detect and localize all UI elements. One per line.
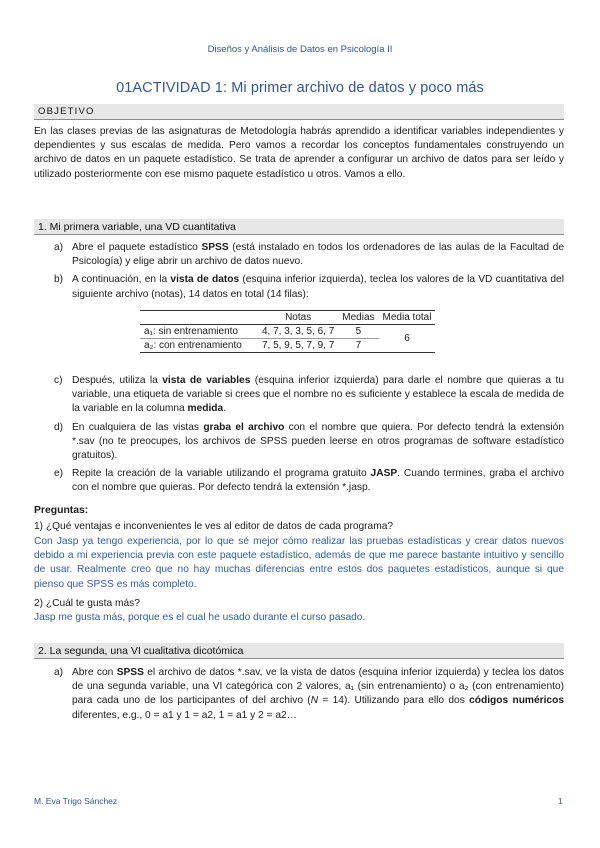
running-header: Diseños y Análisis de Datos en Psicología II bbox=[207, 44, 393, 55]
footer-author: M. Eva Trigo Sánchez bbox=[34, 796, 118, 806]
table-header-notas: Notas bbox=[285, 312, 312, 323]
notas-table bbox=[140, 310, 435, 353]
row-notas: 7, 5, 9, 5, 7, 9, 7 bbox=[262, 340, 335, 351]
document-title: 01ACTIVIDAD 1: Mi primer archivo de datos y poco más bbox=[116, 80, 484, 96]
table-header-media-total: Media total bbox=[382, 312, 432, 323]
row-media: 5 bbox=[338, 325, 378, 339]
question-2: 2) ¿Cuál te gusta más? bbox=[34, 598, 140, 609]
list-item-c: c) Después, utiliza la vista de variables (esquina inferior izquierda) para darle el nombre que quieras a tu variable, una etiqueta de variable si crees que el nombre no es suficiente y establece la escala de medida de la variable en la columna medida. bbox=[54, 375, 564, 415]
table-row bbox=[140, 325, 435, 339]
section-1-heading: 1. Mi primera variable, una VD cuantitativa bbox=[34, 219, 564, 235]
section-1-list-ab bbox=[54, 241, 564, 306]
row-label: a₁: sin entrenamiento bbox=[140, 325, 258, 339]
list-item-a: a) Abre el paquete estadístico SPSS (está instalado en todos los ordenadores de las aulas de la Facultad de Psicología) y elige abrir un archivo de datos nuevo. bbox=[54, 242, 564, 268]
answer-1: Con Jasp ya tengo experiencia, por lo que sé mejor cómo realizar las pruebas estadísticas y crear datos nuevos debido a mi experiencia previa con este paquete estadístico, además de que me parece bastante intuitivo y sencillo de usar. Realmente creo que no hay muchas diferencias entre estos dos paquetes estadísticos, aunque si que pienso que SPSS es más completo. bbox=[34, 536, 564, 590]
question-1: 1) ¿Qué ventajas e inconvenientes le ves al editor de datos de cada programa? bbox=[34, 521, 394, 532]
list-item-e: e) Repite la creación de la variable utilizando el programa gratuito JASP. Cuando termines, graba el archivo con el nombre que quieras. Por defecto tendrá la extensión *.jasp. bbox=[54, 468, 564, 494]
row-label: a₂: con entrenamiento bbox=[144, 340, 242, 351]
section-2-heading: 2. La segunda, una VI cualitativa dicotómica bbox=[34, 643, 564, 659]
section-1-list-cde bbox=[54, 374, 564, 500]
objective-text: En las clases previas de las asignaturas de Metodología habrás aprendido a identificar variables independientes y dependientes y sus escalas de medida. Pero vamos a recordar los conceptos fundamentales construyendo un archivo de datos en un paquete estadístico. Se trata de aprender a configurar un archivo de datos para ser leído y utilizado posteriormente con ese mismo paquete estadístico u otros. Vamos a ello. bbox=[34, 126, 564, 180]
table-header-medias: Medias bbox=[342, 312, 375, 323]
row-notas: 4, 7, 3, 3, 5, 6, 7 bbox=[258, 325, 338, 339]
media-total-cell: 6 bbox=[404, 333, 410, 344]
list-item-d: d) En cualquiera de las vistas graba el archivo con el nombre que quiera. Por defecto tendrá la extensión *.sav (no te preocupes, los archivos de SPSS pueden leerse en otros programas de software estadístico gratuitos). bbox=[54, 421, 564, 462]
questions-heading: Preguntas: bbox=[34, 505, 89, 516]
objective-heading: OBJETIVO bbox=[34, 104, 564, 120]
list-item-b: b) A continuación, en la vista de datos (esquina inferior izquierda), teclea los valores de la VD cuantitativa del siguiente archivo (notas), 14 datos en total (14 filas): bbox=[54, 274, 564, 300]
answer-2: Jasp me gusta más, porque es el cual he usado durante el curso pasado. bbox=[34, 612, 366, 623]
page-number: 1 bbox=[558, 796, 563, 806]
list-item-a: a) Abre con SPSS el archivo de datos *.sav, ve la vista de datos (esquina inferior izquierda) y teclea los datos de una segunda variable, una VI categórica con 2 valores, a₁ (sin entrenamiento) o a₂ (con entrenamiento) para cada uno de los participantes of del archivo (N = 14). Utilizando para ello dos códigos numéricos diferentes, e.g., 0 = a1 y 1 = a2, 1 = a1 y 2 = a2… bbox=[54, 667, 564, 721]
table-header-empty bbox=[140, 311, 258, 325]
section-2-list bbox=[54, 666, 564, 727]
table-header-row bbox=[140, 311, 435, 325]
row-media: 7 bbox=[355, 340, 362, 351]
